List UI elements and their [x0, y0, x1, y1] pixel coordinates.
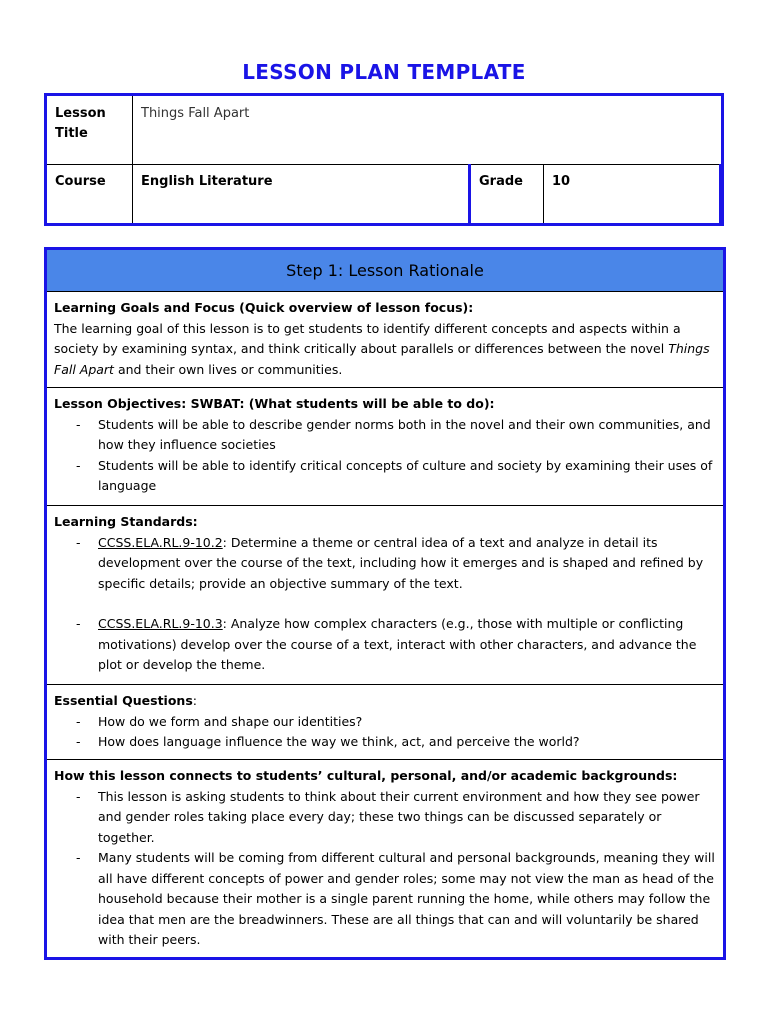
essential-questions-section: [47, 685, 723, 760]
list-item: - How does language influence the way we think, act, and perceive the world?: [54, 732, 716, 753]
background-connections-section: [47, 760, 723, 957]
standard-code-link[interactable]: CCSS.ELA.RL.9-10.3: [98, 616, 223, 631]
questions-list: [54, 712, 716, 753]
course-label: Course: [55, 174, 106, 189]
objectives-heading: Lesson Objectives: SWBAT: (What students will be able to do):: [54, 396, 495, 411]
list-item: - How do we form and shape our identities?: [54, 712, 716, 733]
lesson-title-label: Lesson Title: [55, 106, 106, 141]
document-title: LESSON PLAN TEMPLATE: [242, 60, 526, 84]
list-item: - Students will be able to describe gender norms both in the novel and their own communities, and how they influence societies: [54, 415, 716, 456]
standard-code-link[interactable]: CCSS.ELA.RL.9-10.2: [98, 534, 223, 550]
connections-list: [54, 787, 716, 951]
list-item: - Many students will be coming from different cultural and personal backgrounds, meaning they will all have different concepts of power and gender roles; some may not view the man as head of the household because their mother is a single parent running the home, while others may follow the idea that men are the breadwinners. These are all things that can and will voluntarily be shared with their peers.: [54, 848, 716, 951]
grade-label: Grade: [479, 174, 523, 189]
learning-goals-text: The learning goal of this lesson is to get students to identify different concepts and aspects within a society by examining syntax, and think critically about parallels or differences between the novel Things Fall Apart and their own lives or communities.: [54, 320, 710, 377]
step1-header: Step 1: Lesson Rationale: [47, 250, 723, 292]
learning-goals-heading: Learning Goals and Focus (Quick overview of lesson focus):: [54, 300, 474, 315]
questions-heading: Essential Questions:: [54, 693, 197, 708]
list-spacer: [54, 594, 716, 614]
standards-heading: Learning Standards:: [54, 514, 198, 529]
list-item: - CCSS.ELA.RL.9-10.2: Determine a theme or central idea of a text and analyze in detail its development over the course of the text, including how it emerges and is shaped and refined by specific details; provide an objective summary of the text.: [54, 533, 716, 595]
lesson-objectives-section: [47, 388, 723, 506]
lesson-info-table: [44, 93, 724, 226]
grade-value: 10: [552, 174, 571, 189]
connections-heading: How this lesson connects to students’ cultural, personal, and/or academic backgrounds:: [54, 768, 678, 783]
objectives-list: [54, 415, 716, 497]
standards-list: [54, 533, 716, 676]
learning-goals-section: [47, 292, 723, 388]
list-item: - CCSS.ELA.RL.9-10.3: Analyze how complex characters (e.g., those with multiple or conflicting motivations) develop over the course of a text, interact with other characters, and advance the plot or develop the theme.: [54, 614, 716, 676]
list-item: - Students will be able to identify critical concepts of culture and society by examining their uses of language: [54, 456, 716, 497]
list-item: - This lesson is asking students to think about their current environment and how they see power and gender roles taking place every day; these two things can be discussed separately or together.: [54, 787, 716, 849]
lesson-title-value: Things Fall Apart: [141, 106, 250, 121]
lesson-rationale-table: [44, 247, 726, 960]
novel-title: Things Fall Apart: [54, 341, 710, 377]
course-value: English Literature: [141, 174, 273, 189]
learning-standards-section: [47, 506, 723, 685]
